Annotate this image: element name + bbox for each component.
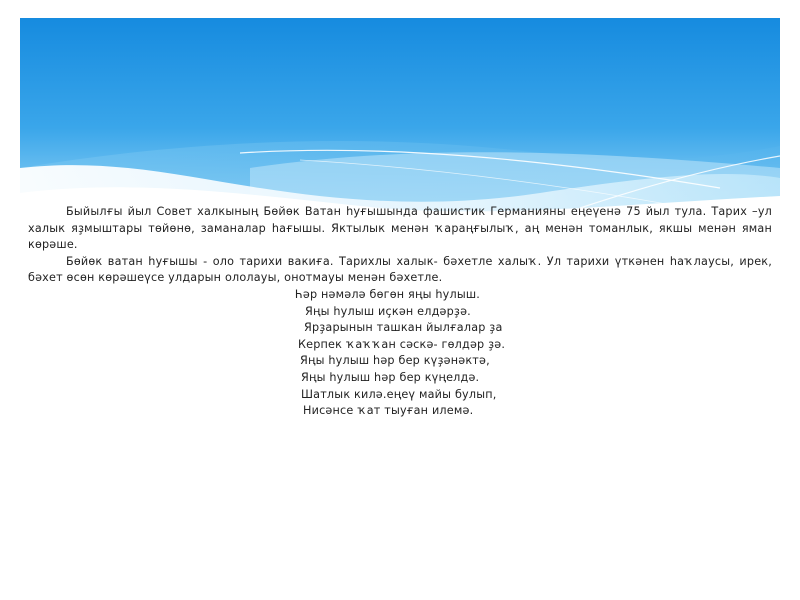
poem bbox=[28, 287, 772, 420]
poem-line: Ярҙарынын ташкан йылғалар ҙа bbox=[304, 321, 503, 335]
poem-line: Һәр нәмәлә бөгөн яңы һулыш. bbox=[295, 287, 481, 301]
poem-line: Яңы һулыш һәр бер күңелдә. bbox=[301, 370, 480, 384]
header-sky-wave-graphic bbox=[20, 18, 780, 218]
intro-paragraph: Быйылғы йыл Совет халкының Бөйөк Ватан һуғышында фашистик Германияны еңеүенә 75 йыл тула. Тарих –ул халык яҙмыштары төйөнө, заманалар һағышы. Яктылык менән ҡараңғылыҡ, аң менән томанлык, якшы менән яман көрәше. bbox=[28, 205, 772, 252]
poem-line: Яңы һулыш иҫкән елдәрҙә. bbox=[305, 304, 471, 318]
poem-line: Яңы һулыш һәр бер күҙәнәктә, bbox=[300, 354, 490, 368]
poem-line: Нисәнсе ҡат тыуған илемә. bbox=[303, 404, 474, 418]
slide-body-text bbox=[28, 204, 772, 420]
history-paragraph: Бөйөк ватан һуғышы - оло тарихи вакиға. Тарихлы халык- бәхетле халыҡ. Ул тарихи үткәнен һаҡлаусы, ирек, бәхет өсөн көрәшеүсе улдарын ололауы, онотмауы менән бәхетле. bbox=[28, 254, 772, 285]
poem-line: Шатлык килә.еңеү майы булып, bbox=[301, 387, 497, 401]
poem-line: Керпек ҡаҡҡан сәскә- гөлдәр ҙә. bbox=[298, 337, 506, 351]
